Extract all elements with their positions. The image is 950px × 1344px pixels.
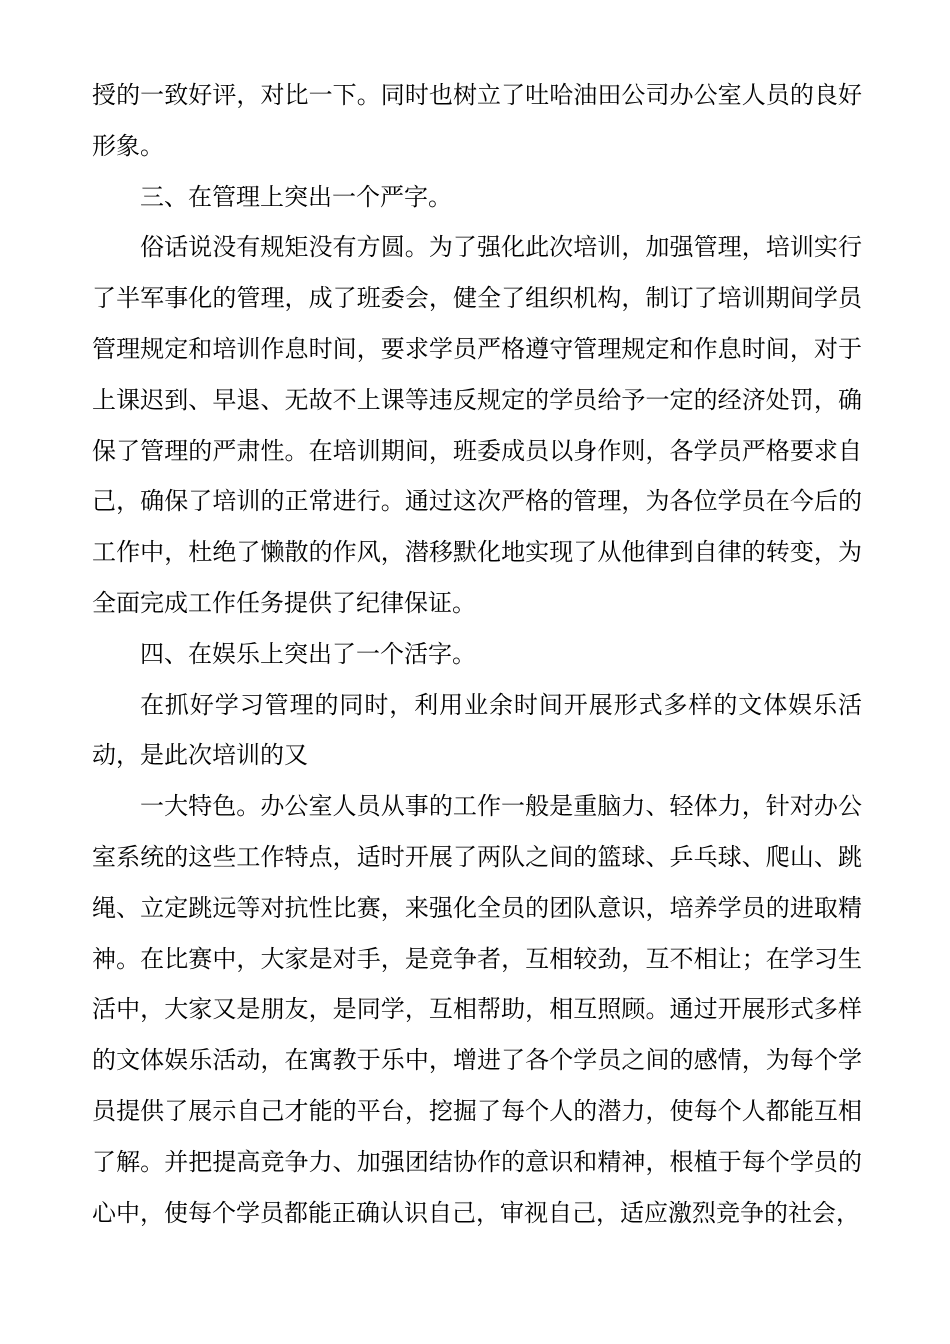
- document-body: [92, 70, 862, 1238]
- paragraph-entertainment-body: 一大特色。办公室人员从事的工作一般是重脑力、轻体力，针对办公室系统的这些工作特点，适时开展了两队之间的篮球、乒乓球、爬山、跳绳、立定跳远等对抗性比赛，来强化全员的团队意识，培养学员的进取精神。在比赛中，大家是对手，是竞争者，互相较劲，互不相让；在学习生活中，大家又是朋友，是同学，互相帮助，相互照顾。通过开展形式多样的文体娱乐活动，在寓教于乐中，增进了各个学员之间的感情，为每个学员提供了展示自己才能的平台，挖掘了每个人的潜力，使每个人都能互相了解。并把提高竞争力、加强团结协作的意识和精神，根植于每个学员的心中，使每个学员都能正确认识自己，审视自己，适应激烈竞争的社会，: [92, 792, 862, 1227]
- section-heading-four: 四、在娱乐上突出了一个活字。: [140, 639, 476, 668]
- section-heading-three: 三、在管理上突出一个严字。: [140, 182, 452, 211]
- paragraph-management: 俗话说没有规矩没有方圆。为了强化此次培训，加强管理，培训实行了半军事化的管理，成了班委会，健全了组织机构，制订了培训期间学员管理规定和培训作息时间，要求学员严格遵守管理规定和作息时间，对于上课迟到、早退、无故不上课等违反规定的学员给予一定的经济处罚，确保了管理的严肃性。在培训期间，班委成员以身作则，各学员严格要求自己，确保了培训的正常进行。通过这次严格的管理，为各位学员在今后的工作中，杜绝了懒散的作风，潜移默化地实现了从他律到自律的转变，为全面完成工作任务提供了纪律保证。: [92, 233, 862, 617]
- paragraph-continuation: 授的一致好评，对比一下。同时也树立了吐哈油田公司办公室人员的良好形象。: [92, 81, 862, 160]
- paragraph-entertainment-intro: 在抓好学习管理的同时，利用业余时间开展形式多样的文体娱乐活动，是此次培训的又: [92, 690, 862, 770]
